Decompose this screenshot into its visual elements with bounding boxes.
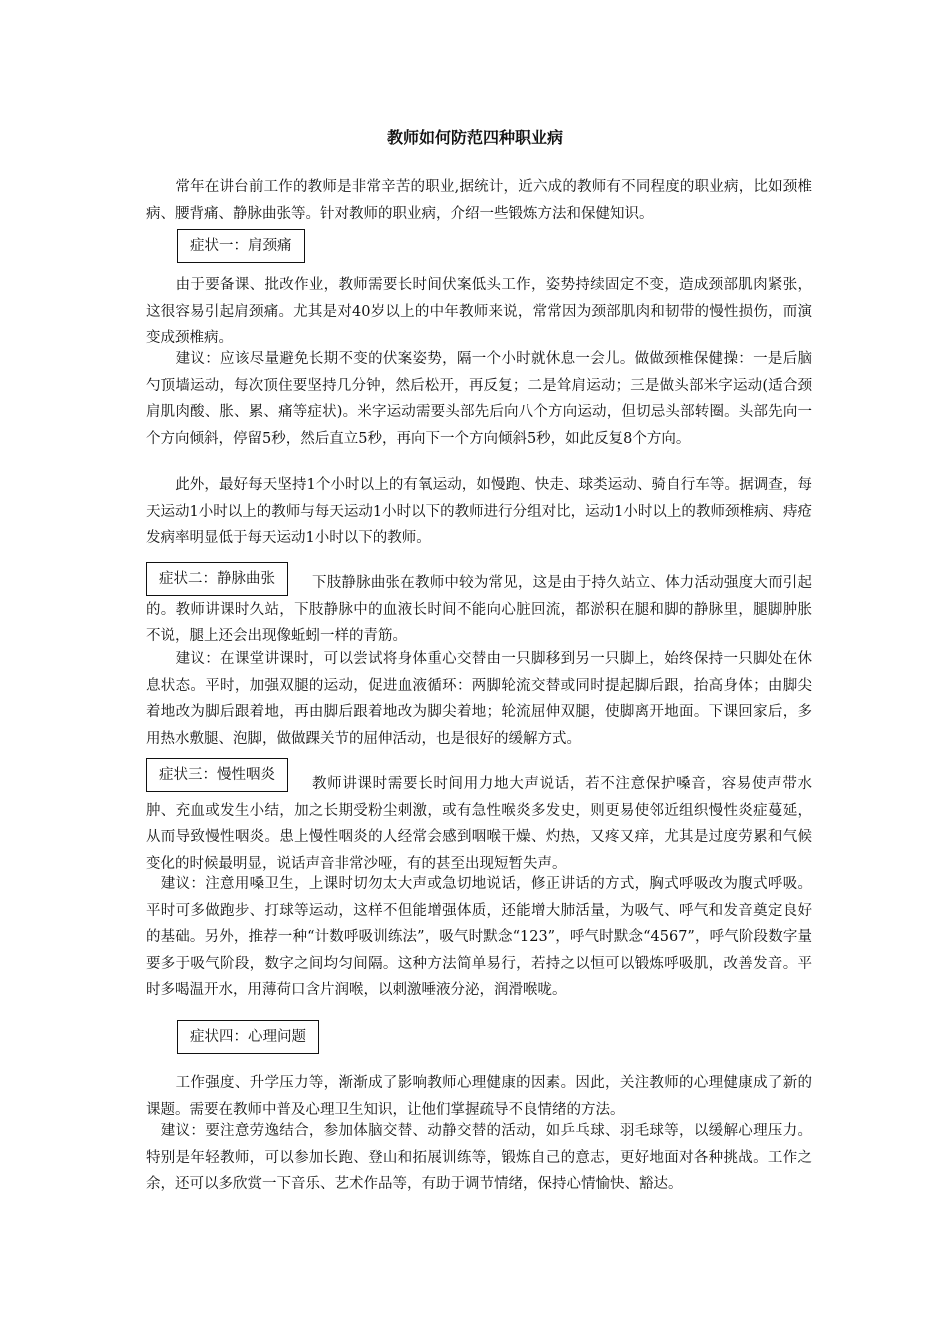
document-title: 教师如何防范四种职业病 xyxy=(386,128,563,147)
section-2-paragraph-2: 建议：在课堂讲课时，可以尝试将身体重心交替由一只脚移到另一只脚上，始终保持一只脚处在休息状态。平时，加强双腿的运动，促进血液循环：两脚轮流交替或同时提起脚后跟，抬高身体；由脚尖着地改为脚后跟着地，再由脚后跟着地改为脚尖着地；轮流屈伸双腿，使脚离开地面。下课回家后，多用热水敷腿、泡脚，做做踝关节的屈伸活动，也是很好的缓解方式。 xyxy=(146,651,812,747)
section-heading-varicose-veins: 症状二：静脉曲张 xyxy=(146,562,288,596)
section-heading-chronic-pharyngitis: 症状三：慢性咽炎 xyxy=(146,758,288,792)
section-1-paragraph-1: 由于要备课、批改作业，教师需要长时间伏案低头工作，姿势持续固定不变，造成颈部肌肉紧张，这很容易引起肩颈痛。尤其是对40岁以上的中年教师来说，常常因为颈部肌肉和韧带的慢性损伤，而演变成颈椎病。 xyxy=(146,277,812,346)
section-4-paragraph-2: 建议：要注意劳逸结合，参加体脑交替、动静交替的活动，如乒乓球、羽毛球等，以缓解心理压力。特别是年轻教师，可以参加长跑、登山和拓展训练等，锻炼自己的意志，更好地面对各种挑战。工作之余，还可以多欣赏一下音乐、艺术作品等，有助于调节情绪，保持心情愉快、豁达。 xyxy=(146,1123,812,1192)
section-2-paragraph-1: 下肢静脉曲张在教师中较为常见，这是由于持久站立、体力活动强度大而引起的。教师讲课时久站，下肢静脉中的血液长时间不能向心脏回流，都淤积在腿和脚的静脉里，腿脚肿胀不说，腿上还会出现像蚯蚓一样的青筋。 xyxy=(146,575,812,644)
section-heading-psychological-issues: 症状四：心理问题 xyxy=(177,1020,319,1054)
intro-paragraph: 常年在讲台前工作的教师是非常辛苦的职业,据统计，近六成的教师有不同程度的职业病，比如颈椎病、腰背痛、静脉曲张等。针对教师的职业病，介绍一些锻炼方法和保健知识。 xyxy=(146,179,812,222)
section-1-paragraph-3: 此外，最好每天坚持1个小时以上的有氧运动，如慢跑、快走、球类运动、骑自行车等。据调查，每天运动1小时以上的教师与每天运动1小时以下的教师进行分组对比，运动1小时以上的教师颈椎病、痔疮发病率明显低于每天运动1小时以下的教师。 xyxy=(146,477,812,546)
section-3-paragraph-2: 建议：注意用嗓卫生，上课时切勿太大声或急切地说话，修正讲话的方式，胸式呼吸改为腹式呼吸。平时可多做跑步、打球等运动，这样不但能增强体质，还能增大肺活量，为吸气、呼气和发音奠定良好的基础。另外，推荐一种“计数呼吸训练法”，吸气时默念“123”，呼气时默念“4567”，呼气阶段数字量要多于吸气阶段，数字之间均匀间隔。这种方法简单易行，若持之以恒可以锻炼呼吸肌，改善发音。平时多喝温开水，用薄荷口含片润喉，以刺激唾液分泌，润滑喉咙。 xyxy=(146,876,812,998)
section-heading-shoulder-neck-pain: 症状一：肩颈痛 xyxy=(177,229,305,263)
section-1-paragraph-2: 建议：应该尽量避免长期不变的伏案姿势，隔一个小时就休息一会儿。做做颈椎保健操：一是后脑勺顶墙运动，每次顶住要坚持几分钟，然后松开，再反复；二是耸肩运动；三是做头部米字运动(适合颈肩肌肉酸、胀、累、痛等症状)。米字运动需要头部先后向八个方向运动，但切忌头部转圈。头部先向一个方向倾斜，停留5秒，然后直立5秒，再向下一个方向倾斜5秒，如此反复8个方向。 xyxy=(146,351,812,447)
section-4-paragraph-1: 工作强度、升学压力等，渐渐成了影响教师心理健康的因素。因此，关注教师的心理健康成了新的课题。需要在教师中普及心理卫生知识，让他们掌握疏导不良情绪的方法。 xyxy=(146,1075,812,1118)
section-3-paragraph-1: 教师讲课时需要长时间用力地大声说话，若不注意保护嗓音，容易使声带水肿、充血或发生小结，加之长期受粉尘刺激，或有急性喉炎多发史，则更易使邻近组织慢性炎症蔓延，从而导致慢性咽炎。患上慢性咽炎的人经常会感到咽喉干燥、灼热，又疼又痒，尤其是过度劳累和气候变化的时候最明显，说话声音非常沙哑，有的甚至出现短暂失声。 xyxy=(146,776,812,872)
